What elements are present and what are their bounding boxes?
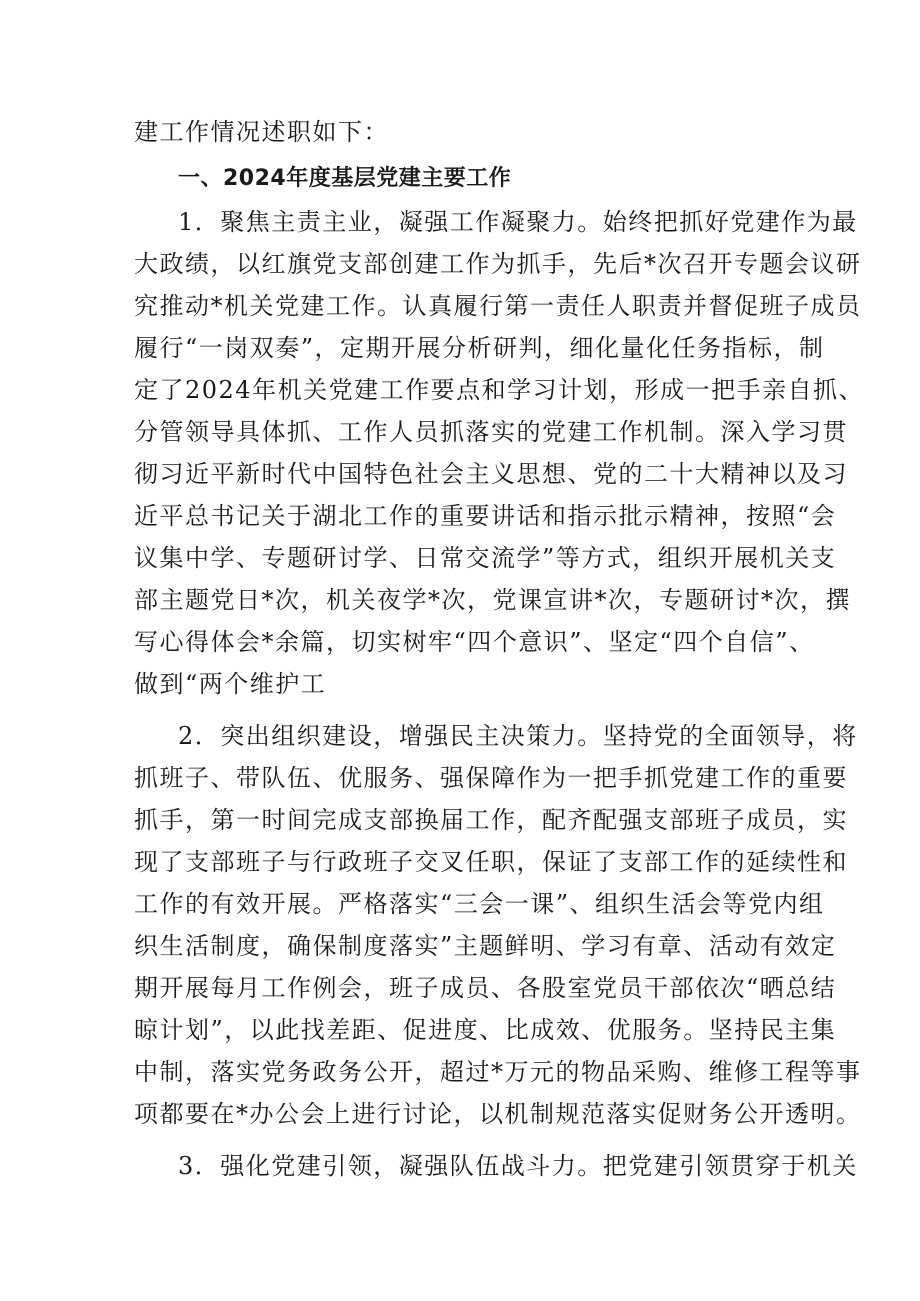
paragraph-2-line-2: 抓班子、带队伍、优服务、强保障作为一把手抓党建工作的重要 (134, 764, 848, 792)
paragraph-2-line-6: 织生活制度，确保制度落实”主题鲜明、学习有章、活动有效定 (134, 932, 837, 960)
paragraph-1-line-2: 大政绩，以红旗党支部创建工作为抓手，先后*次召开专题会议研 (134, 250, 862, 278)
paragraph-1-line-5: 定了2024年机关党建工作要点和学习计划，形成一把手亲自抓、 (134, 376, 865, 404)
paragraph-2-line-9: 中制，落实党务政务公开，超过*万元的物品采购、维修工程等事 (134, 1058, 862, 1086)
paragraph-2-line-8: 晾计划”，以此找差距、促进度、比成效、优服务。坚持民主集 (134, 1016, 837, 1044)
paragraph-2-line-5: 工作的有效开展。严格落实“三会一课”、组织生活会等党内组 (134, 890, 825, 918)
paragraph-2-line-4: 现了支部班子与行政班子交叉任职，保证了支部工作的延续性和 (134, 848, 848, 876)
paragraph-1-line-7: 彻习近平新时代中国特色社会主义思想、党的二十大精神以及习 (134, 460, 848, 488)
paragraph-1-line-1: 1．聚焦主责主业，凝强工作凝聚力。始终把抓好党建作为最 (178, 208, 858, 236)
paragraph-1-line-4: 履行“一岗双奏”，定期开展分析研判，细化量化任务指标，制 (134, 334, 825, 362)
paragraph-2-line-7: 期开展每月工作例会，班子成员、各股室党员干部依次“晒总结 (134, 974, 837, 1002)
paragraph-1-line-6: 分管领导具体抓、工作人员抓落实的党建工作机制。深入学习贯 (134, 418, 848, 446)
paragraph-2-line-3: 抓手，第一时间完成支部换届工作，配齐配强支部班子成员，实 (134, 806, 848, 834)
paragraph-1-line-12: 做到“两个维护工 (134, 670, 327, 698)
paragraph-1-line-10: 部主题党日*次，机关夜学*次，党课宣讲*次，专题研讨*次，撰 (134, 586, 851, 614)
paragraph-2-line-1: 2．突出组织建设，增强民主决策力。坚持党的全面领导，将 (178, 722, 858, 750)
paragraph-1-line-11: 写心得体会*余篇，切实树牢“四个意识”、坚定“四个自信”、 (134, 628, 815, 656)
paragraph-1-line-8: 近平总书记关于湖北工作的重要讲话和指示批示精神，按照“会 (134, 502, 837, 530)
intro-line: 建工作情况述职如下： (134, 118, 389, 146)
paragraph-1-line-9: 议集中学、专题研讨学、日常交流学”等方式，组织开展机关支 (134, 544, 837, 572)
paragraph-3-line-1: 3．强化党建引领，凝强队伍战斗力。把党建引领贯穿于机关 (178, 1152, 858, 1180)
paragraph-2-line-10: 项都要在*办公会上进行讨论，以机制规范落实促财务公开透明。 (134, 1100, 862, 1128)
paragraph-1-line-3: 究推动*机关党建工作。认真履行第一责任人职责并督促班子成员 (134, 292, 862, 320)
section-heading: 一、2024年度基层党建主要工作 (178, 166, 512, 191)
